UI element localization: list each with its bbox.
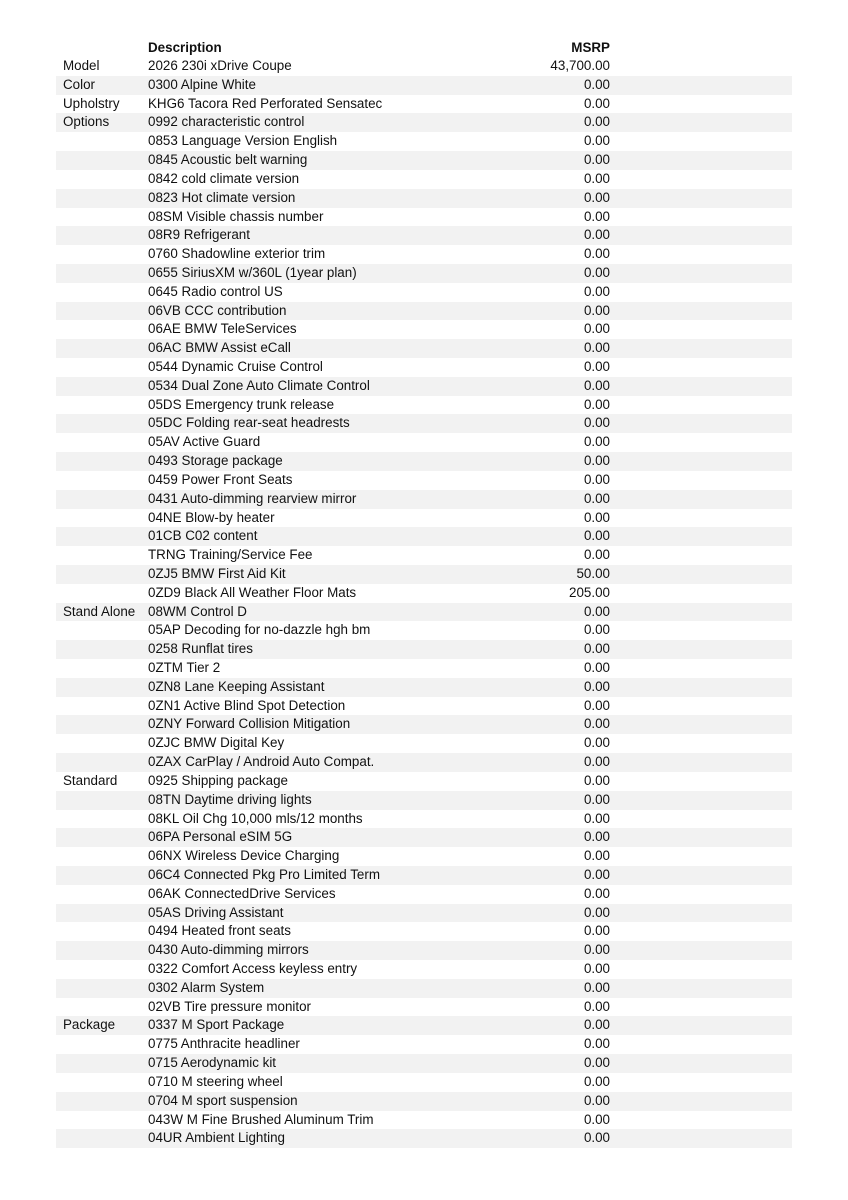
table-row bbox=[56, 414, 792, 433]
row-description: 05DC Folding rear-seat headrests bbox=[148, 415, 350, 431]
table-row bbox=[56, 95, 792, 114]
table-row bbox=[56, 471, 792, 490]
row-price: 0.00 bbox=[583, 678, 610, 694]
table-row bbox=[56, 697, 792, 716]
row-description: 0322 Comfort Access keyless entry bbox=[148, 961, 358, 976]
table-row bbox=[56, 76, 792, 95]
row-description: 05AV Active Guard bbox=[148, 434, 261, 450]
row-price: 0.00 bbox=[583, 998, 610, 1014]
table-row bbox=[56, 320, 792, 339]
row-description: 08KL Oil Chg 10,000 mls/12 months bbox=[148, 810, 363, 826]
row-price: 0.00 bbox=[583, 471, 610, 487]
row-price: 0.00 bbox=[583, 1130, 610, 1146]
row-description: 0ZN1 Active Blind Spot Detection bbox=[148, 697, 346, 713]
table-row bbox=[56, 527, 792, 546]
row-description: 08R9 Refrigerant bbox=[148, 227, 250, 243]
row-description: 0459 Power Front Seats bbox=[148, 471, 293, 487]
table-row bbox=[56, 189, 792, 208]
row-category: Stand Alone bbox=[63, 603, 136, 619]
row-description: 08WM Control D bbox=[148, 603, 247, 619]
row-price: 0.00 bbox=[583, 641, 610, 657]
row-price: 0.00 bbox=[583, 133, 610, 149]
row-price: 0.00 bbox=[583, 189, 610, 205]
row-description: 0544 Dynamic Cruise Control bbox=[148, 359, 323, 374]
row-price: 0.00 bbox=[583, 170, 610, 186]
row-description: 0655 SiriusXM w/360L (1year plan) bbox=[148, 264, 357, 280]
table-row bbox=[56, 433, 792, 452]
row-description: 06AE BMW TeleServices bbox=[148, 321, 297, 337]
table-row bbox=[56, 1054, 792, 1073]
table-row bbox=[56, 810, 792, 829]
row-description: 0775 Anthracite headliner bbox=[148, 1036, 300, 1052]
table-row bbox=[56, 1129, 792, 1148]
table-row bbox=[56, 772, 792, 791]
table-row bbox=[56, 452, 792, 471]
row-price: 43,700.00 bbox=[550, 58, 610, 73]
table-row bbox=[56, 922, 792, 941]
row-description: 0715 Aerodynamic kit bbox=[148, 1055, 277, 1071]
row-price: 0.00 bbox=[583, 396, 610, 412]
table-row bbox=[56, 509, 792, 528]
row-description: 0ZD9 Black All Weather Floor Mats bbox=[148, 584, 357, 600]
row-description: 0337 M Sport Package bbox=[148, 1017, 285, 1033]
row-description: 06AK ConnectedDrive Services bbox=[148, 885, 336, 901]
row-description: 08SM Visible chassis number bbox=[148, 208, 324, 224]
row-category: Package bbox=[63, 1017, 116, 1033]
row-description: 0494 Heated front seats bbox=[148, 923, 291, 939]
row-price: 50.00 bbox=[576, 565, 610, 581]
table-row bbox=[56, 791, 792, 810]
row-description: 06C4 Connected Pkg Pro Limited Term bbox=[148, 866, 380, 882]
row-price: 0.00 bbox=[583, 95, 610, 111]
table-row bbox=[56, 396, 792, 415]
row-price: 0.00 bbox=[583, 848, 610, 864]
table-header bbox=[56, 38, 792, 57]
row-price: 0.00 bbox=[583, 1092, 610, 1108]
row-price: 0.00 bbox=[583, 509, 610, 525]
table-row bbox=[56, 584, 792, 603]
table-row bbox=[56, 302, 792, 321]
table-row bbox=[56, 734, 792, 753]
row-price: 0.00 bbox=[583, 302, 610, 318]
table-row bbox=[56, 1016, 792, 1035]
row-description: 0710 M steering wheel bbox=[148, 1073, 283, 1089]
row-category: Standard bbox=[63, 772, 118, 788]
row-category: Color bbox=[63, 76, 95, 92]
row-price: 0.00 bbox=[583, 490, 610, 506]
table-row bbox=[56, 208, 792, 227]
row-description: 0823 Hot climate version bbox=[148, 189, 296, 205]
table-row bbox=[56, 753, 792, 772]
row-description: 0258 Runflat tires bbox=[148, 641, 253, 657]
row-price: 0.00 bbox=[583, 359, 610, 374]
table-row bbox=[56, 226, 792, 245]
table-row bbox=[56, 245, 792, 264]
row-price: 0.00 bbox=[583, 697, 610, 713]
row-description: TRNG Training/Service Fee bbox=[148, 547, 313, 563]
row-price: 0.00 bbox=[583, 246, 610, 262]
row-price: 0.00 bbox=[583, 377, 610, 393]
table-row bbox=[56, 132, 792, 151]
row-description: 06PA Personal eSIM 5G bbox=[148, 829, 293, 845]
row-description: 0842 cold climate version bbox=[148, 170, 300, 186]
table-row bbox=[56, 847, 792, 866]
row-description: 0ZJ5 BMW First Aid Kit bbox=[148, 565, 286, 581]
table-row bbox=[56, 57, 792, 76]
row-price: 0.00 bbox=[583, 866, 610, 882]
table-row bbox=[56, 565, 792, 584]
row-description: 06AC BMW Assist eCall bbox=[148, 340, 291, 356]
table-row bbox=[56, 678, 792, 697]
row-price: 0.00 bbox=[583, 283, 610, 299]
row-price: 0.00 bbox=[583, 961, 610, 976]
row-description: KHG6 Tacora Red Perforated Sensatec bbox=[148, 95, 383, 111]
msrp-column-header: MSRP bbox=[571, 40, 610, 55]
row-description: 06NX Wireless Device Charging bbox=[148, 848, 340, 864]
row-description: 0ZTM Tier 2 bbox=[148, 660, 221, 675]
table-row bbox=[56, 1092, 792, 1111]
row-description: 0300 Alpine White bbox=[148, 76, 256, 92]
table-row bbox=[56, 113, 792, 132]
row-category: Upholstry bbox=[63, 95, 120, 111]
table-row bbox=[56, 170, 792, 189]
table-row bbox=[56, 490, 792, 509]
row-description: 043W M Fine Brushed Aluminum Trim bbox=[148, 1111, 374, 1127]
table-row bbox=[56, 960, 792, 979]
row-description: 0760 Shadowline exterior trim bbox=[148, 246, 326, 262]
row-description: 06VB CCC contribution bbox=[148, 302, 287, 318]
row-price: 0.00 bbox=[583, 1036, 610, 1052]
row-price: 0.00 bbox=[583, 772, 610, 788]
row-price: 0.00 bbox=[583, 1111, 610, 1127]
row-price: 0.00 bbox=[583, 208, 610, 224]
row-category: Model bbox=[63, 58, 100, 73]
table-row bbox=[56, 283, 792, 302]
row-description: 0430 Auto-dimming mirrors bbox=[148, 942, 309, 958]
table-row bbox=[56, 640, 792, 659]
row-price: 0.00 bbox=[583, 829, 610, 845]
row-description: 0534 Dual Zone Auto Climate Control bbox=[148, 377, 370, 393]
table-row bbox=[56, 979, 792, 998]
table-row bbox=[56, 621, 792, 640]
row-category: Options bbox=[63, 114, 110, 130]
row-description: 05AP Decoding for no-dazzle hgh bm bbox=[148, 622, 371, 638]
table-row bbox=[56, 904, 792, 923]
row-price: 0.00 bbox=[583, 979, 610, 995]
row-price: 0.00 bbox=[583, 735, 610, 751]
row-price: 0.00 bbox=[583, 528, 610, 544]
table-row bbox=[56, 828, 792, 847]
table-row bbox=[56, 941, 792, 960]
table-row bbox=[56, 866, 792, 885]
row-description: 02VB Tire pressure monitor bbox=[148, 998, 311, 1014]
row-description: 08TN Daytime driving lights bbox=[148, 791, 312, 807]
row-price: 0.00 bbox=[583, 227, 610, 243]
row-price: 0.00 bbox=[583, 904, 610, 920]
row-price: 0.00 bbox=[583, 810, 610, 826]
row-price: 0.00 bbox=[583, 716, 610, 732]
row-price: 0.00 bbox=[583, 547, 610, 563]
row-price: 0.00 bbox=[583, 660, 610, 675]
row-description: 0431 Auto-dimming rearview mirror bbox=[148, 490, 357, 506]
row-description: 0853 Language Version English bbox=[148, 133, 338, 149]
row-description: 0493 Storage package bbox=[148, 453, 283, 469]
table-row bbox=[56, 339, 792, 358]
row-price: 205.00 bbox=[569, 584, 610, 600]
row-price: 0.00 bbox=[583, 923, 610, 939]
row-price: 0.00 bbox=[583, 76, 610, 92]
row-price: 0.00 bbox=[583, 885, 610, 901]
row-price: 0.00 bbox=[583, 453, 610, 469]
row-price: 0.00 bbox=[583, 434, 610, 450]
row-price: 0.00 bbox=[583, 415, 610, 431]
table-row bbox=[56, 715, 792, 734]
table-row bbox=[56, 264, 792, 283]
row-description: 04UR Ambient Lighting bbox=[148, 1130, 285, 1146]
line-item-table bbox=[56, 57, 792, 1148]
table-row bbox=[56, 1073, 792, 1092]
table-row bbox=[56, 546, 792, 565]
row-description: 01CB C02 content bbox=[148, 528, 258, 544]
table-row bbox=[56, 1035, 792, 1054]
row-description: 0992 characteristic control bbox=[148, 114, 305, 130]
row-price: 0.00 bbox=[583, 340, 610, 356]
description-column-header: Description bbox=[148, 40, 222, 55]
row-description: 0ZAX CarPlay / Android Auto Compat. bbox=[148, 754, 375, 770]
row-price: 0.00 bbox=[583, 622, 610, 638]
table-row bbox=[56, 659, 792, 678]
row-description: 0704 M sport suspension bbox=[148, 1092, 298, 1108]
row-price: 0.00 bbox=[583, 114, 610, 130]
row-description: 0925 Shipping package bbox=[148, 772, 288, 788]
row-price: 0.00 bbox=[583, 1073, 610, 1089]
row-price: 0.00 bbox=[583, 1017, 610, 1033]
row-description: 0645 Radio control US bbox=[148, 283, 283, 299]
table-row bbox=[56, 998, 792, 1017]
table-row bbox=[56, 885, 792, 904]
row-price: 0.00 bbox=[583, 603, 610, 619]
row-price: 0.00 bbox=[583, 152, 610, 168]
row-description: 0ZN8 Lane Keeping Assistant bbox=[148, 678, 325, 694]
row-description: 2026 230i xDrive Coupe bbox=[148, 58, 292, 73]
row-description: 04NE Blow-by heater bbox=[148, 509, 275, 525]
row-price: 0.00 bbox=[583, 942, 610, 958]
row-price: 0.00 bbox=[583, 321, 610, 337]
table-row bbox=[56, 377, 792, 396]
row-description: 0845 Acoustic belt warning bbox=[148, 152, 308, 168]
row-description: 0ZNY Forward Collision Mitigation bbox=[148, 716, 351, 732]
row-price: 0.00 bbox=[583, 264, 610, 280]
row-description: 05DS Emergency trunk release bbox=[148, 396, 335, 412]
row-description: 0302 Alarm System bbox=[148, 979, 265, 995]
table-row bbox=[56, 151, 792, 170]
table-row bbox=[56, 603, 792, 622]
table-row bbox=[56, 1111, 792, 1130]
table-row bbox=[56, 358, 792, 377]
row-price: 0.00 bbox=[583, 754, 610, 770]
row-description: 0ZJC BMW Digital Key bbox=[148, 735, 285, 751]
row-description: 05AS Driving Assistant bbox=[148, 904, 284, 920]
row-price: 0.00 bbox=[583, 1055, 610, 1071]
row-price: 0.00 bbox=[583, 791, 610, 807]
